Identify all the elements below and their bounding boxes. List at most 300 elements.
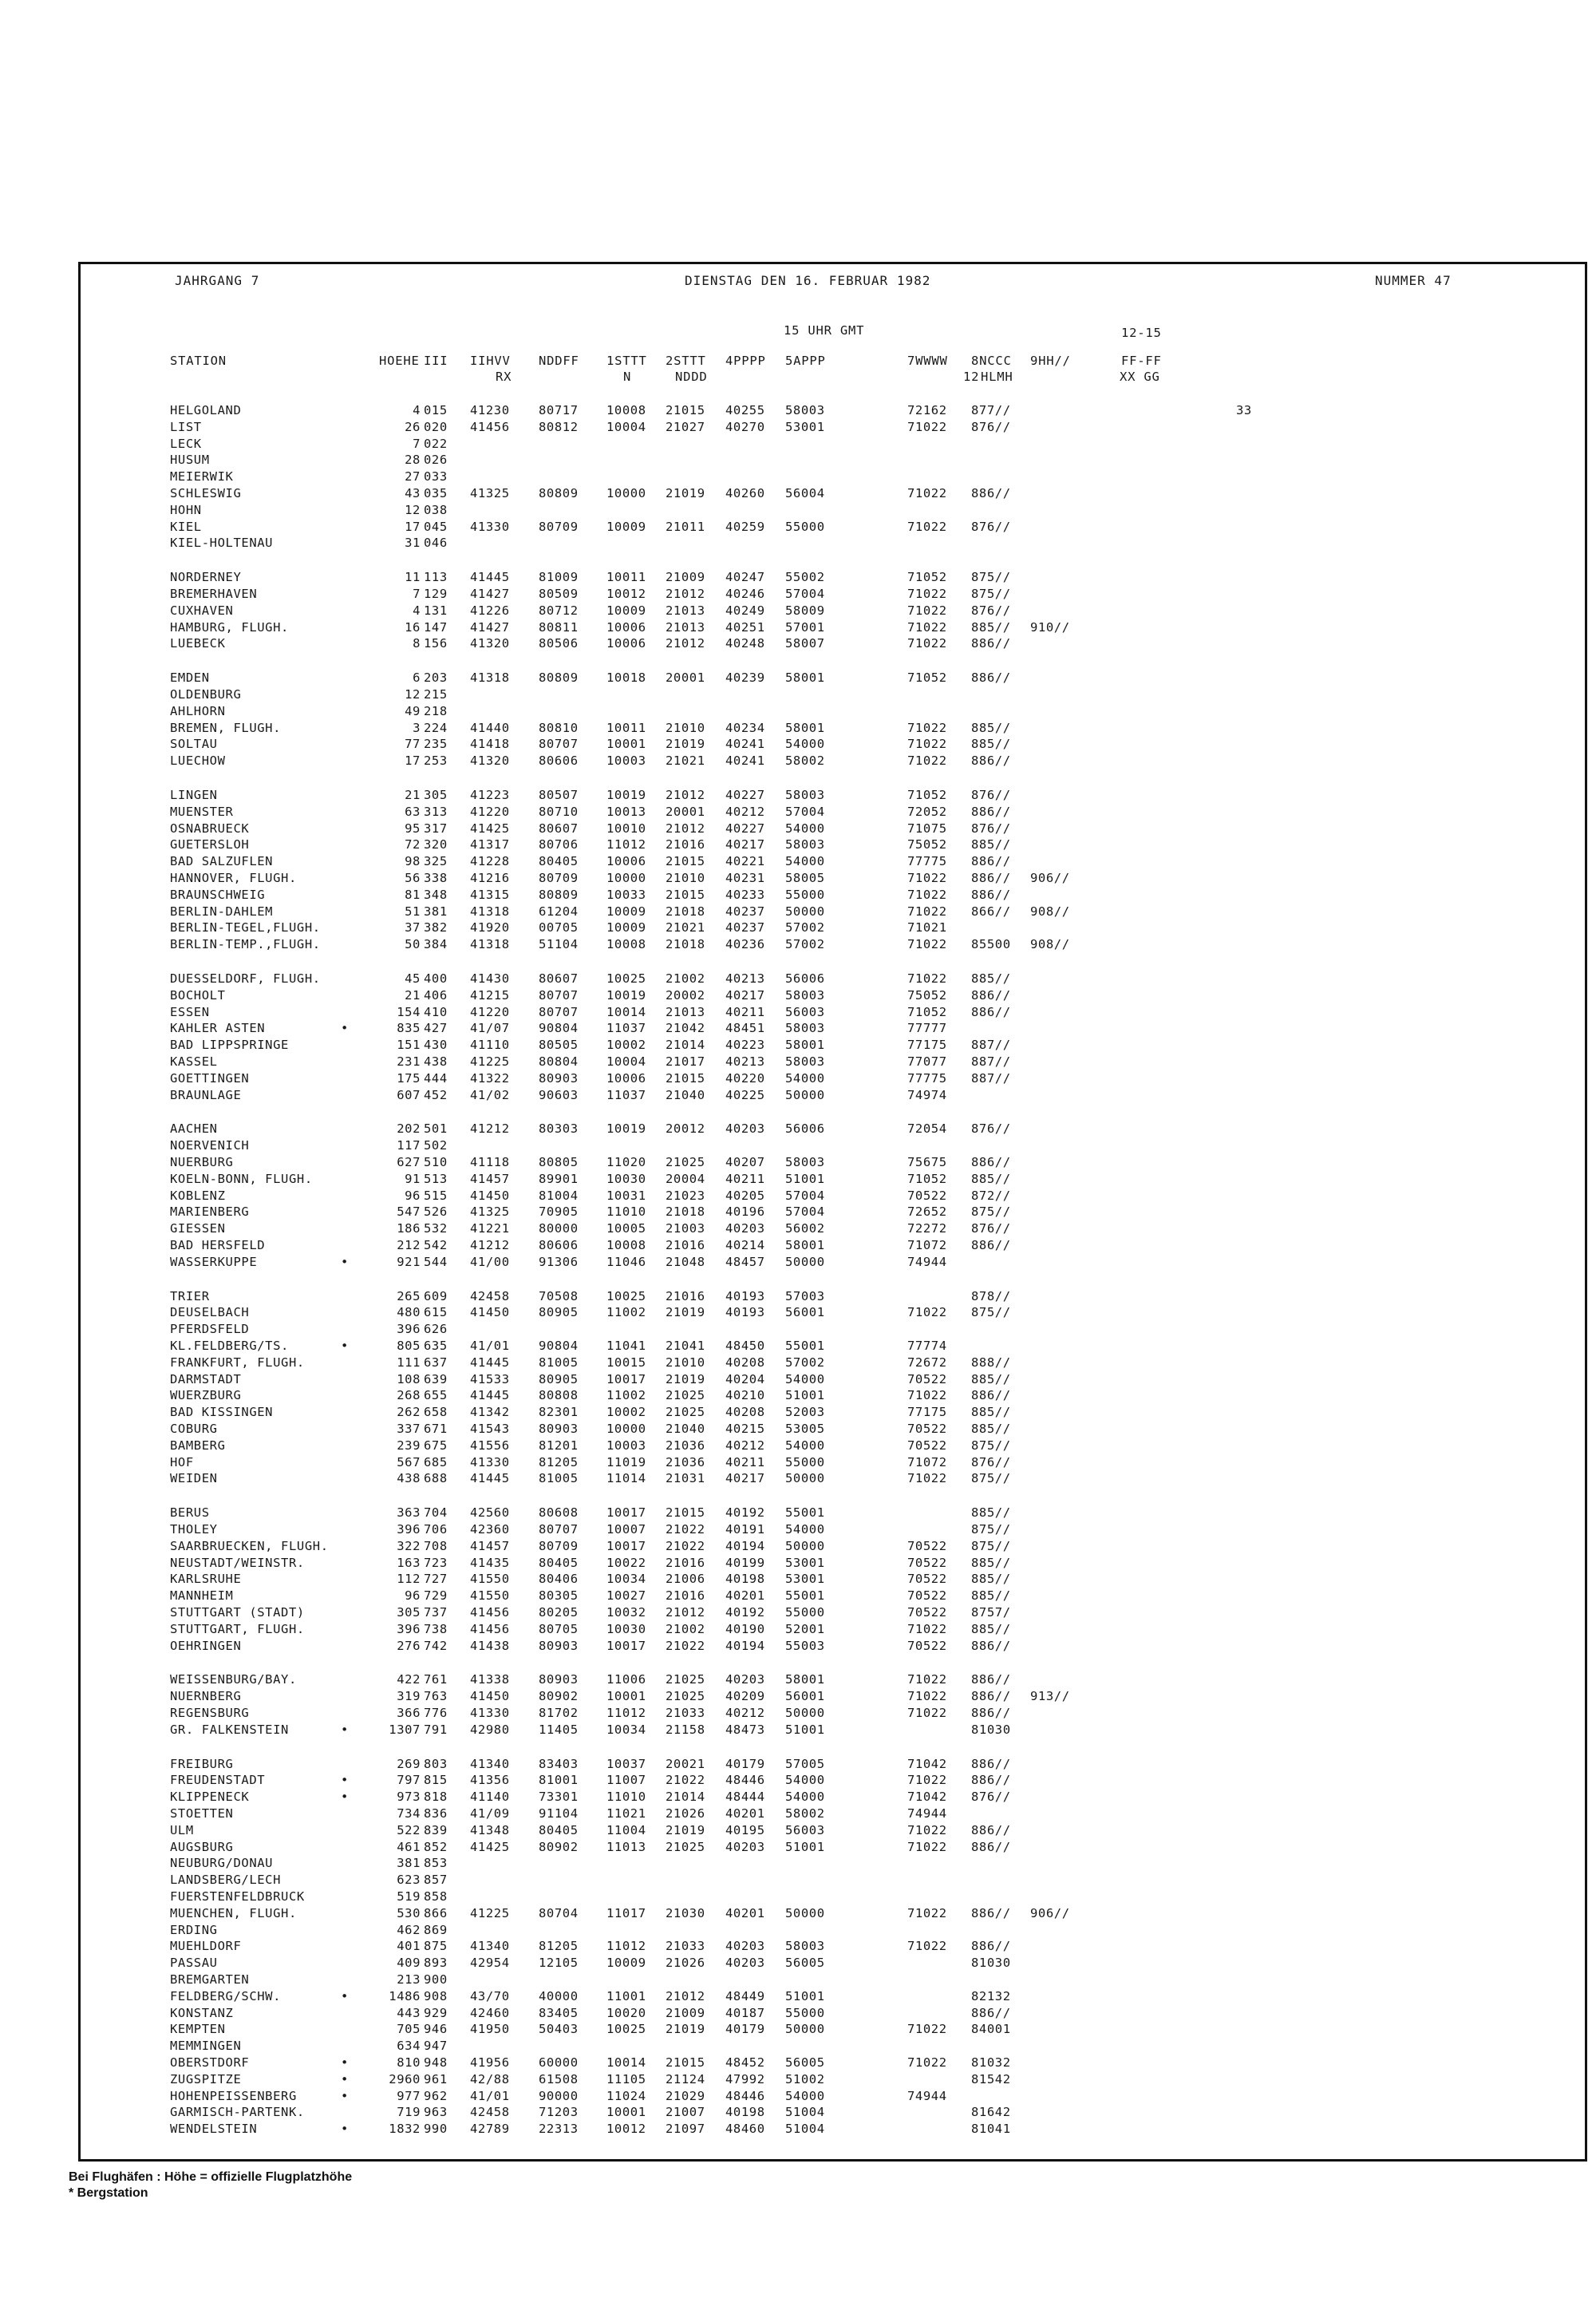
obs-value: 40201 [725, 1806, 765, 1821]
obs-value: 72672 [907, 1355, 947, 1370]
obs-value: 886// [971, 871, 1011, 885]
obs-value: 41456 [470, 1622, 510, 1636]
obs-value: 40211 [725, 1005, 765, 1019]
station-name: KOELN-BONN, FLUGH. [170, 1172, 313, 1186]
obs-value: 81201 [539, 1438, 579, 1453]
volume-label: JAHRGANG 7 [175, 273, 260, 288]
obs-value: 886// [971, 1672, 1011, 1687]
obs-value: 80717 [539, 403, 579, 417]
station-altitude: 363 [397, 1505, 421, 1520]
obs-value: 41425 [470, 1840, 510, 1854]
table-row [81, 1188, 1590, 1204]
obs-value: 80809 [539, 486, 579, 500]
station-index: 675 [424, 1438, 448, 1453]
obs-value: 71022 [907, 1689, 947, 1703]
obs-value: 55000 [785, 888, 825, 902]
obs-value: 81041 [971, 2122, 1011, 2136]
station-index: 444 [424, 1071, 448, 1086]
mountain-station-marker: • [341, 1021, 349, 1035]
obs-value: 71072 [907, 1238, 947, 1252]
obs-value: 40192 [725, 1505, 765, 1520]
station-name: LIST [170, 420, 202, 434]
table-row [81, 603, 1590, 619]
obs-value: 40227 [725, 788, 765, 802]
obs-value: 11013 [606, 1840, 646, 1854]
station-index: 615 [424, 1305, 448, 1319]
station-name: SAARBRUECKEN, FLUGH. [170, 1539, 329, 1553]
obs-value: 58005 [785, 871, 825, 885]
obs-value: 41950 [470, 2022, 510, 2036]
station-altitude: 461 [397, 1840, 421, 1854]
obs-value: 11014 [606, 1471, 646, 1485]
station-altitude: 151 [397, 1038, 421, 1052]
station-name: BOCHOLT [170, 988, 226, 1003]
obs-value: 887// [971, 1054, 1011, 1069]
obs-value: 40203 [725, 1221, 765, 1236]
obs-value: 11004 [606, 1823, 646, 1837]
obs-value: 40217 [725, 1471, 765, 1485]
obs-value: 10008 [606, 1238, 646, 1252]
obs-value: 89901 [539, 1172, 579, 1186]
obs-value: 80709 [539, 871, 579, 885]
obs-value: 80405 [539, 1556, 579, 1570]
station-name: STUTTGART, FLUGH. [170, 1622, 305, 1636]
obs-value: 70522 [907, 1539, 947, 1553]
obs-value: 41457 [470, 1539, 510, 1553]
obs-value: 57002 [785, 937, 825, 951]
station-altitude: 810 [397, 2055, 421, 2070]
station-name: EMDEN [170, 670, 210, 685]
table-row [81, 736, 1590, 753]
obs-value: 48444 [725, 1790, 765, 1804]
obs-value: 58001 [785, 1238, 825, 1252]
obs-value: 10030 [606, 1622, 646, 1636]
obs-value: 40193 [725, 1305, 765, 1319]
obs-value: 40220 [725, 1071, 765, 1086]
obs-value: 58003 [785, 1155, 825, 1169]
station-index: 609 [424, 1289, 448, 1303]
obs-value: 80405 [539, 854, 579, 868]
obs-value: 33 [1236, 403, 1252, 417]
station-index: 929 [424, 2006, 448, 2020]
obs-value: 21016 [666, 1289, 705, 1303]
station-altitude: 6 [413, 670, 421, 685]
station-name: PFERDSFELD [170, 1322, 250, 1336]
station-index: 033 [424, 469, 448, 484]
station-altitude: 12 [405, 503, 421, 517]
obs-value: 885// [971, 721, 1011, 735]
obs-value: 41340 [470, 1757, 510, 1771]
obs-value: 80902 [539, 1689, 579, 1703]
station-index: 990 [424, 2122, 448, 2136]
obs-value: 41445 [470, 570, 510, 584]
column-subheader-xx-gg: XX GG [1120, 370, 1160, 384]
obs-value: 75052 [907, 837, 947, 852]
obs-value: 875// [971, 587, 1011, 601]
table-row [81, 1387, 1590, 1404]
obs-value: 70522 [907, 1588, 947, 1603]
table-row [81, 1905, 1590, 1922]
obs-value: 41320 [470, 753, 510, 768]
obs-value: 40208 [725, 1405, 765, 1419]
obs-value: 75675 [907, 1155, 947, 1169]
obs-value: 41317 [470, 837, 510, 852]
station-index: 410 [424, 1005, 448, 1019]
station-name: ERDING [170, 1923, 218, 1937]
obs-value: 21017 [666, 1054, 705, 1069]
station-name: MUENCHEN, FLUGH. [170, 1906, 297, 1920]
station-index: 704 [424, 1505, 448, 1520]
station-name: KIEL [170, 520, 202, 534]
station-index: 131 [424, 603, 448, 618]
station-altitude: 17 [405, 753, 421, 768]
obs-value: 21019 [666, 486, 705, 500]
station-name: OSNABRUECK [170, 821, 250, 836]
station-altitude: 91 [405, 1172, 421, 1186]
table-row [81, 535, 1590, 552]
obs-value: 77175 [907, 1405, 947, 1419]
range-heading: 12-15 [1121, 326, 1162, 340]
station-name: HELGOLAND [170, 403, 242, 417]
obs-value: 21012 [666, 788, 705, 802]
obs-value: 80305 [539, 1588, 579, 1603]
obs-value: 11012 [606, 1939, 646, 1953]
obs-value: 54000 [785, 1372, 825, 1386]
obs-value: 40201 [725, 1588, 765, 1603]
table-row [81, 1705, 1590, 1722]
obs-value: 58002 [785, 1806, 825, 1821]
obs-value: 20001 [666, 670, 705, 685]
obs-value: 10027 [606, 1588, 646, 1603]
obs-value: 875// [971, 1522, 1011, 1537]
station-name: LECK [170, 437, 202, 451]
obs-value: 40247 [725, 570, 765, 584]
station-altitude: 627 [397, 1155, 421, 1169]
obs-value: 886// [971, 1005, 1011, 1019]
station-altitude: 26 [405, 420, 421, 434]
obs-value: 40236 [725, 937, 765, 951]
obs-value: 21021 [666, 920, 705, 935]
obs-value: 80812 [539, 420, 579, 434]
obs-value: 80405 [539, 1823, 579, 1837]
station-name: FELDBERG/SCHW. [170, 1989, 282, 2003]
obs-value: 12105 [539, 1956, 579, 1970]
obs-value: 58003 [785, 837, 825, 852]
obs-value: 41320 [470, 636, 510, 651]
obs-value: 20002 [666, 988, 705, 1003]
table-row [81, 1338, 1590, 1355]
issue-number: NUMMER 47 [1375, 273, 1452, 288]
obs-value: 40209 [725, 1689, 765, 1703]
station-altitude: 337 [397, 1422, 421, 1436]
obs-value: 71022 [907, 420, 947, 434]
obs-value: 21011 [666, 520, 705, 534]
mountain-station-marker: • [341, 2122, 349, 2136]
obs-value: 21040 [666, 1422, 705, 1436]
obs-value: 47992 [725, 2072, 765, 2086]
obs-value: 21010 [666, 721, 705, 735]
obs-value: 71022 [907, 1773, 947, 1787]
station-altitude: 37 [405, 920, 421, 935]
obs-value: 57003 [785, 1289, 825, 1303]
obs-value: 90603 [539, 1088, 579, 1102]
obs-value: 22313 [539, 2122, 579, 2136]
obs-value: 10017 [606, 1539, 646, 1553]
obs-value: 80804 [539, 1054, 579, 1069]
table-row [81, 904, 1590, 920]
obs-value: 90000 [539, 2089, 579, 2103]
station-index: 961 [424, 2072, 448, 2086]
obs-value: 41956 [470, 2055, 510, 2070]
obs-value: 71021 [907, 920, 947, 935]
obs-value: 40194 [725, 1539, 765, 1553]
obs-value: 71022 [907, 1939, 947, 1953]
obs-value: 885// [971, 837, 1011, 852]
obs-value: 54000 [785, 821, 825, 836]
obs-value: 77775 [907, 1071, 947, 1086]
station-index: 129 [424, 587, 448, 601]
station-name: BERLIN-DAHLEM [170, 904, 274, 919]
station-altitude: 56 [405, 871, 421, 885]
obs-value: 41330 [470, 1706, 510, 1720]
obs-value: 80709 [539, 1539, 579, 1553]
obs-value: 71052 [907, 570, 947, 584]
station-altitude: 519 [397, 1889, 421, 1904]
obs-value: 41318 [470, 670, 510, 685]
station-name: LANDSBERG/LECH [170, 1873, 282, 1887]
station-altitude: 117 [397, 1138, 421, 1153]
station-name: MUENSTER [170, 805, 234, 819]
obs-value: 10012 [606, 587, 646, 601]
obs-value: 58009 [785, 603, 825, 618]
table-row [81, 1421, 1590, 1438]
station-altitude: 213 [397, 1972, 421, 1987]
station-index: 113 [424, 570, 448, 584]
obs-value: 71022 [907, 871, 947, 885]
obs-value: 83405 [539, 2006, 579, 2020]
obs-value: 41/01 [470, 2089, 510, 2103]
station-index: 635 [424, 1339, 448, 1353]
obs-value: 11010 [606, 1204, 646, 1219]
obs-value: 885// [971, 1372, 1011, 1386]
obs-value: 10009 [606, 520, 646, 534]
column-header-hoehe: HOEHE [379, 354, 420, 368]
obs-value: 21015 [666, 888, 705, 902]
table-row [81, 1070, 1590, 1087]
obs-value: 21013 [666, 603, 705, 618]
obs-value: 10001 [606, 2105, 646, 2119]
obs-value: 20004 [666, 1172, 705, 1186]
obs-value: 57001 [785, 620, 825, 635]
station-name: NEUSTADT/WEINSTR. [170, 1556, 305, 1570]
station-altitude: 43 [405, 486, 421, 500]
station-name: KARLSRUHE [170, 1572, 242, 1586]
station-altitude: 805 [397, 1339, 421, 1353]
station-index: 235 [424, 737, 448, 751]
station-index: 038 [424, 503, 448, 517]
column-subheader-n: N [623, 370, 632, 384]
obs-value: 21013 [666, 1005, 705, 1019]
obs-value: 40207 [725, 1155, 765, 1169]
station-altitude: 921 [397, 1255, 421, 1269]
obs-value: 41338 [470, 1672, 510, 1687]
obs-value: 10020 [606, 2006, 646, 2020]
obs-value: 41425 [470, 821, 510, 836]
obs-value: 80707 [539, 1005, 579, 1019]
obs-value: 40213 [725, 1054, 765, 1069]
obs-value: 10004 [606, 420, 646, 434]
obs-value: 55000 [785, 1455, 825, 1469]
station-altitude: 705 [397, 2022, 421, 2036]
station-name: WUERZBURG [170, 1388, 242, 1402]
obs-value: 21016 [666, 1238, 705, 1252]
station-name: KEMPTEN [170, 2022, 226, 2036]
column-header-2sttt: 2STTT [666, 354, 706, 368]
obs-value: 81642 [971, 2105, 1011, 2119]
station-altitude: 96 [405, 1588, 421, 1603]
station-name: DARMSTADT [170, 1372, 242, 1386]
obs-value: 40194 [725, 1639, 765, 1653]
table-row [81, 936, 1590, 953]
obs-value: 40255 [725, 403, 765, 417]
obs-value: 41427 [470, 620, 510, 635]
obs-value: 10001 [606, 1689, 646, 1703]
obs-value: 48446 [725, 2089, 765, 2103]
station-name: OLDENBURG [170, 687, 242, 702]
obs-value: 886// [971, 486, 1011, 500]
obs-value: 41450 [470, 1689, 510, 1703]
obs-value: 10009 [606, 603, 646, 618]
station-altitude: 522 [397, 1823, 421, 1837]
station-index: 708 [424, 1539, 448, 1553]
obs-value: 71022 [907, 486, 947, 500]
obs-value: 10025 [606, 1289, 646, 1303]
station-altitude: 480 [397, 1305, 421, 1319]
station-altitude: 98 [405, 854, 421, 868]
obs-value: 11405 [539, 1723, 579, 1737]
obs-value: 21025 [666, 1405, 705, 1419]
station-name: DUESSELDORF, FLUGH. [170, 971, 321, 986]
station-index: 544 [424, 1255, 448, 1269]
station-index: 325 [424, 854, 448, 868]
obs-value: 40210 [725, 1388, 765, 1402]
station-altitude: 835 [397, 1021, 421, 1035]
obs-value: 90804 [539, 1339, 579, 1353]
obs-value: 40198 [725, 2105, 765, 2119]
obs-value: 10011 [606, 721, 646, 735]
obs-value: 20021 [666, 1757, 705, 1771]
obs-value: 80606 [539, 1238, 579, 1252]
table-row [81, 837, 1590, 853]
obs-value: 21158 [666, 1723, 705, 1737]
obs-value: 41215 [470, 988, 510, 1003]
obs-value: 10032 [606, 1605, 646, 1620]
obs-value: 885// [971, 1505, 1011, 1520]
obs-value: 21018 [666, 904, 705, 919]
table-row [81, 1988, 1590, 2005]
obs-value: 71022 [907, 721, 947, 735]
obs-value: 11020 [606, 1155, 646, 1169]
table-row [81, 1638, 1590, 1655]
obs-value: 40241 [725, 753, 765, 768]
obs-value: 10009 [606, 920, 646, 935]
obs-value: 50000 [785, 1906, 825, 1920]
table-row [81, 1004, 1590, 1021]
obs-value: 57004 [785, 1189, 825, 1203]
station-altitude: 319 [397, 1689, 421, 1703]
obs-value: 41/02 [470, 1088, 510, 1102]
obs-value: 886// [971, 1939, 1011, 1953]
station-index: 791 [424, 1723, 448, 1737]
station-altitude: 269 [397, 1757, 421, 1771]
obs-value: 21036 [666, 1438, 705, 1453]
obs-value: 21025 [666, 1840, 705, 1854]
obs-value: 91104 [539, 1806, 579, 1821]
table-row [81, 1020, 1590, 1037]
table-row [81, 720, 1590, 737]
obs-value: 41457 [470, 1172, 510, 1186]
obs-value: 886// [971, 1155, 1011, 1169]
station-name: NORDERNEY [170, 570, 242, 584]
station-altitude: 1486 [389, 1989, 421, 2003]
obs-value: 21025 [666, 1388, 705, 1402]
obs-value: 56001 [785, 1689, 825, 1703]
obs-value: 21019 [666, 2022, 705, 2036]
obs-value: 81542 [971, 2072, 1011, 2086]
station-index: 215 [424, 687, 448, 702]
obs-value: 21012 [666, 1605, 705, 1620]
obs-value: 885// [971, 1422, 1011, 1436]
station-altitude: 8 [413, 636, 421, 651]
obs-value: 913// [1030, 1689, 1070, 1703]
station-name: NUERNBERG [170, 1689, 242, 1703]
obs-value: 10025 [606, 971, 646, 986]
obs-value: 55002 [785, 570, 825, 584]
obs-value: 886// [971, 1689, 1011, 1703]
station-altitude: 977 [397, 2089, 421, 2103]
table-row [81, 1220, 1590, 1237]
obs-value: 886// [971, 1639, 1011, 1653]
mountain-station-marker: • [341, 1989, 349, 2003]
station-altitude: 719 [397, 2105, 421, 2119]
obs-value: 41220 [470, 805, 510, 819]
station-name: DEUSELBACH [170, 1305, 250, 1319]
obs-value: 21022 [666, 1539, 705, 1553]
obs-value: 41230 [470, 403, 510, 417]
station-altitude: 381 [397, 1856, 421, 1870]
station-altitude: 31 [405, 536, 421, 550]
obs-value: 21022 [666, 1773, 705, 1787]
station-name: WASSERKUPPE [170, 1255, 258, 1269]
station-name: FREUDENSTADT [170, 1773, 266, 1787]
obs-value: 40187 [725, 2006, 765, 2020]
station-index: 655 [424, 1388, 448, 1402]
obs-value: 51001 [785, 1989, 825, 2003]
obs-value: 21019 [666, 737, 705, 751]
obs-value: 10005 [606, 1221, 646, 1236]
obs-value: 40259 [725, 520, 765, 534]
station-name: AACHEN [170, 1121, 218, 1136]
obs-value: 10033 [606, 888, 646, 902]
obs-value: 886// [971, 2006, 1011, 2020]
station-altitude: 734 [397, 1806, 421, 1821]
obs-value: 51001 [785, 1388, 825, 1402]
obs-value: 42/88 [470, 2072, 510, 2086]
station-name: OBERSTDORF [170, 2055, 250, 2070]
obs-value: 21026 [666, 1956, 705, 1970]
table-row [81, 1538, 1590, 1555]
obs-value: 48450 [725, 1339, 765, 1353]
